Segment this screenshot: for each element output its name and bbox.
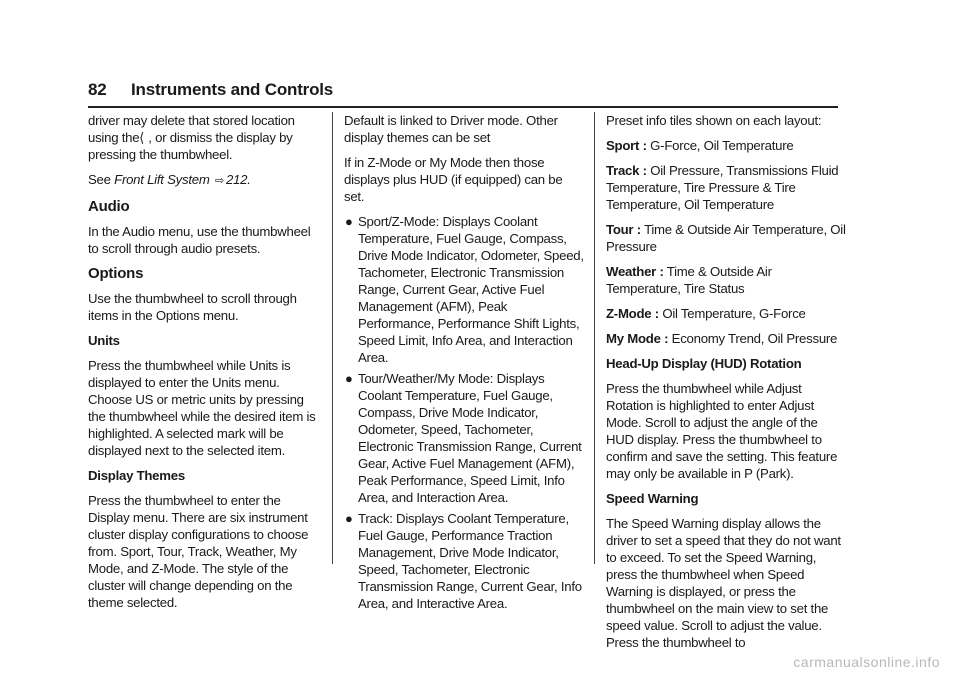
- column-left: [88, 112, 324, 619]
- reference-page[interactable]: 212: [225, 172, 248, 187]
- reference-link[interactable]: Front Lift System: [114, 172, 210, 187]
- units-heading: Units: [88, 333, 120, 348]
- page-number: 82: [88, 80, 107, 99]
- tile-weather: Weather : Time & Outside Air Temperature, Tire Status: [606, 264, 772, 296]
- column-divider-1: [332, 112, 333, 564]
- column-middle: [344, 112, 584, 618]
- bullet-icon: ●: [345, 371, 353, 386]
- watermark: carmanualsonline.info: [793, 654, 940, 670]
- hud-rotation-text: Press the thumbwheel while Adjust Rotation is highlighted to enter Adjust Mode. Scroll to adjust the angle of the HUD display. Press the thumbwheel to confirm and save the setting. This feature may only be available in P (Park).: [606, 381, 838, 481]
- units-text: Press the thumbwheel while Units is displayed to enter the Units menu. Choose US or metric units by pressing the thumbwheel while the desired item is highlighted. A selected mark will be displayed next to the selected item.: [88, 358, 316, 458]
- theme-list: [344, 213, 584, 612]
- list-item: ● Sport/Z-Mode: Displays Coolant Temperature, Fuel Gauge, Compass, Drive Mode Indicator, Odometer, Speed, Tachometer, Electronic Transmission Range, Current Gear, Active Fuel Management (AFM), Peak Performance, Performance Shift Lights, Speed Limit, Info Area, and Interaction Area.: [345, 214, 584, 365]
- tile-track: Track : Oil Pressure, Transmissions Fluid Temperature, Tire Pressure & Tire Temperature, Oil Temperature: [606, 163, 839, 212]
- options-heading: Options: [88, 265, 144, 282]
- page-header: [88, 80, 838, 108]
- tile-z-mode: Z-Mode : Oil Temperature, G-Force: [606, 306, 806, 321]
- column-divider-2: [594, 112, 595, 564]
- speed-warning-heading: Speed Warning: [606, 491, 699, 506]
- bullet-icon: ●: [345, 214, 353, 229]
- list-item: ● Tour/Weather/My Mode: Displays Coolant Temperature, Fuel Gauge, Compass, Drive Mode Indicator, Odometer, Speed, Tachometer, Electronic Transmission Range, Current Gear, Active Fuel Management (AFM), Peak Performance, Speed Limit, Info Area, and Interaction Area.: [345, 371, 582, 505]
- section-title: Instruments and Controls: [131, 80, 334, 99]
- column-right: [606, 112, 846, 659]
- display-themes-text: Press the thumbwheel to enter the Display menu. There are six instrument cluster display configurations to choose from. Sport, Tour, Track, Weather, My Mode, and Z-Mode. The style of the cluster will change depending on the theme selected.: [88, 493, 309, 610]
- speed-warning-text: The Speed Warning display allows the driver to set a speed that they do not want to exceed. To set the Speed Warning, press the thumbwheel when Speed Warning is displayed, or press the thumbwheel on the main view to set the speed value. Scroll to adjust the value. Press the thumbwheel to: [606, 516, 841, 650]
- options-text: Use the thumbwheel to scroll through items in the Options menu.: [88, 291, 297, 323]
- tile-my-mode: My Mode : Economy Trend, Oil Pressure: [606, 331, 838, 346]
- see-reference: See Front Lift System ⇨ 212.: [88, 172, 251, 187]
- display-themes-heading: Display Themes: [88, 468, 185, 483]
- tile-sport: Sport : G-Force, Oil Temperature: [606, 138, 794, 153]
- list-item: ● Track: Displays Coolant Temperature, Fuel Gauge, Performance Traction Management, Drive Mode Indicator, Speed, Tachometer, Electronic Transmission Range, Current Gear, Info Area, and Interactive Area.: [345, 511, 582, 611]
- back-chevron-icon: ⟨: [139, 130, 145, 145]
- themes-intro-2: If in Z-Mode or My Mode then those displays plus HUD (if equipped) can be set.: [344, 155, 563, 204]
- bullet-icon: ●: [345, 511, 353, 526]
- audio-text: In the Audio menu, use the thumbwheel to scroll through audio presets.: [88, 224, 311, 256]
- hud-rotation-heading: Head-Up Display (HUD) Rotation: [606, 356, 802, 371]
- page-ref-icon: ⇨: [214, 175, 224, 187]
- audio-heading: Audio: [88, 198, 130, 215]
- tile-tour: Tour : Time & Outside Air Temperature, Oil Pressure: [606, 222, 846, 254]
- paragraph-continued: driver may delete that stored location using the⟨ , or dismiss the display by pressing the thumbwheel.: [88, 113, 295, 162]
- tiles-intro: Preset info tiles shown on each layout:: [606, 113, 822, 128]
- themes-intro-1: Default is linked to Driver mode. Other display themes can be set: [344, 113, 558, 145]
